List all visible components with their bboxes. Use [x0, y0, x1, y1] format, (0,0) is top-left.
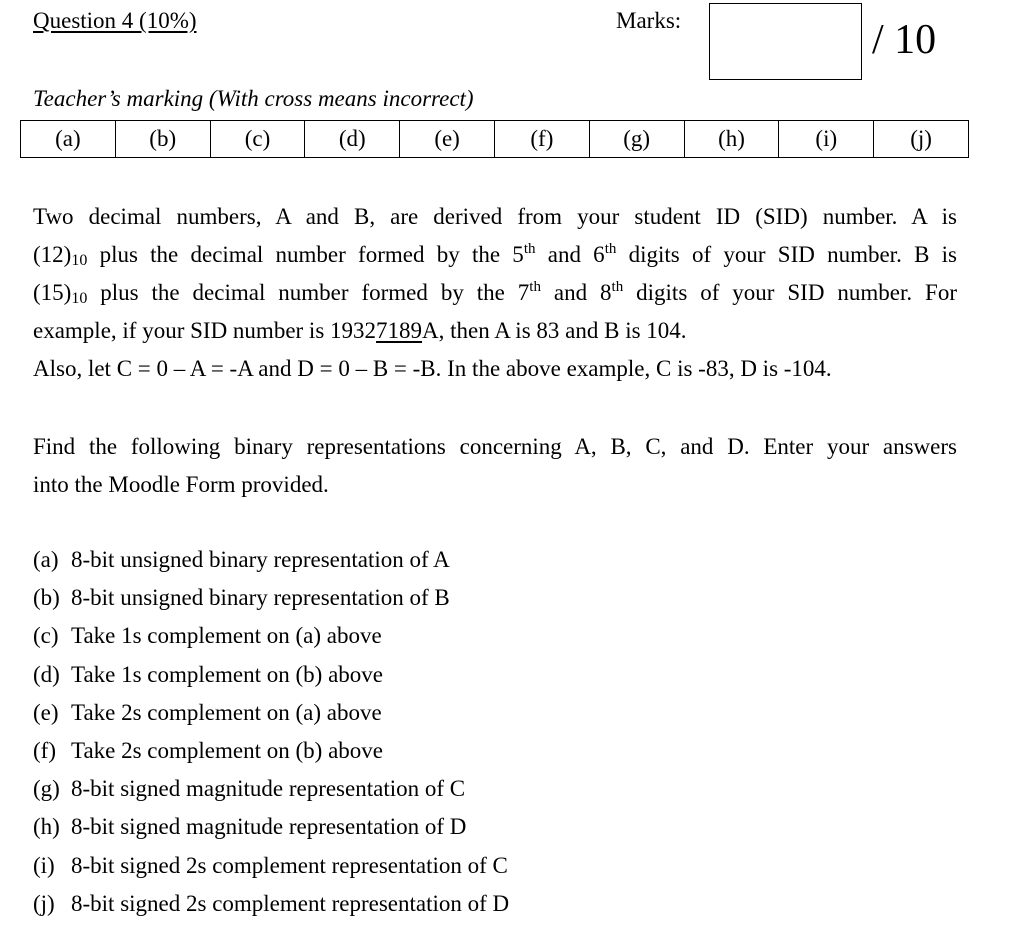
intro-paragraph: [33, 198, 957, 388]
intro-l2-b: plus the decimal number formed by the 5: [87, 242, 524, 267]
marks-input-box[interactable]: [709, 3, 862, 80]
marking-cell-b[interactable]: (b): [115, 121, 210, 158]
item-text: 8-bit signed 2s complement representation of D: [71, 890, 510, 916]
intro-l2-sup1: th: [523, 241, 536, 257]
list-item: [33, 885, 509, 923]
marking-cell-a[interactable]: (a): [21, 121, 116, 158]
list-item: [33, 770, 509, 808]
task-paragraph: [33, 428, 957, 504]
item-label: (j): [33, 890, 55, 916]
intro-l3-sup2: th: [611, 279, 624, 295]
intro-line-3: [33, 274, 957, 312]
teacher-marking-table: [20, 120, 969, 158]
item-text: 8-bit unsigned binary representation of A: [71, 547, 450, 572]
item-label: (f): [33, 737, 56, 763]
marks-label: Marks:: [616, 8, 682, 33]
intro-l2-d: digits of your SID number. B is: [616, 242, 957, 267]
question-items-list: [33, 541, 509, 923]
list-item: [33, 694, 509, 732]
marks-total: / 10: [872, 17, 937, 63]
item-label: (g): [33, 776, 60, 802]
list-item: [33, 732, 509, 770]
item-text: Take 1s complement on (b) above: [71, 661, 383, 687]
marking-cell-c[interactable]: (c): [210, 121, 305, 158]
list-item: [33, 617, 509, 655]
intro-l4-underlined-digits: 7189: [376, 318, 423, 343]
intro-l4-a: example, if your SID number is 1932: [33, 318, 377, 343]
marking-cell-j[interactable]: (j): [874, 121, 969, 158]
item-label: (a): [33, 547, 59, 572]
list-item: [33, 656, 509, 694]
intro-l3-d: digits of your SID number. For: [623, 280, 957, 305]
marking-cell-i[interactable]: (i): [779, 121, 874, 158]
intro-line-4: [33, 312, 957, 350]
intro-l2-subscript: 10: [71, 252, 88, 269]
question-title: Question 4 (10%): [33, 8, 197, 33]
intro-l3-c: and 8: [540, 280, 612, 305]
list-item: [33, 808, 509, 846]
marking-row: [21, 121, 969, 158]
list-item: [33, 579, 509, 617]
item-label: (e): [33, 699, 59, 725]
intro-l3-b: plus the decimal number formed by the 7: [87, 280, 530, 305]
task-line-2: into the Moodle Form provided.: [33, 472, 329, 497]
intro-line-1: Two decimal numbers, A and B, are derived from your student ID (SID) number. A is: [33, 204, 957, 229]
item-text: 8-bit unsigned binary representation of B: [71, 585, 450, 611]
item-label: (b): [33, 585, 60, 611]
intro-l2-c: and 6: [535, 242, 605, 267]
intro-l3-a: (15): [33, 280, 72, 305]
intro-l4-b: A, then A is 83 and B is 104.: [422, 318, 687, 343]
list-item: [33, 541, 509, 579]
item-label: (d): [33, 661, 60, 687]
marking-cell-e[interactable]: (e): [400, 121, 495, 158]
marking-cell-f[interactable]: (f): [494, 121, 589, 158]
list-item: [33, 847, 509, 885]
item-text: 8-bit signed 2s complement representation of C: [71, 852, 508, 878]
intro-l2-a: (12): [33, 242, 72, 267]
item-text: Take 1s complement on (a) above: [71, 623, 382, 649]
teacher-marking-label: Teacher’s marking (With cross means incorrect): [33, 86, 474, 111]
item-text: 8-bit signed magnitude representation of D: [71, 814, 467, 840]
intro-l3-sup1: th: [529, 279, 541, 295]
item-label: (i): [33, 852, 55, 878]
item-text: Take 2s complement on (b) above: [71, 737, 383, 763]
item-label: (c): [33, 623, 59, 649]
marking-cell-h[interactable]: (h): [684, 121, 779, 158]
item-label: (h): [33, 814, 60, 840]
item-text: Take 2s complement on (a) above: [71, 699, 382, 725]
marking-cell-d[interactable]: (d): [305, 121, 400, 158]
intro-l3-subscript: 10: [71, 290, 88, 307]
intro-l2-sup2: th: [604, 241, 617, 257]
intro-line-5: Also, let C = 0 – A = -A and D = 0 – B = -B. In the above example, C is -83, D is -104.: [33, 356, 832, 381]
marking-cell-g[interactable]: (g): [589, 121, 684, 158]
item-text: 8-bit signed magnitude representation of C: [71, 776, 466, 802]
intro-line-2: [33, 236, 957, 274]
task-line-1: Find the following binary representations concerning A, B, C, and D. Enter your answers: [33, 434, 957, 459]
